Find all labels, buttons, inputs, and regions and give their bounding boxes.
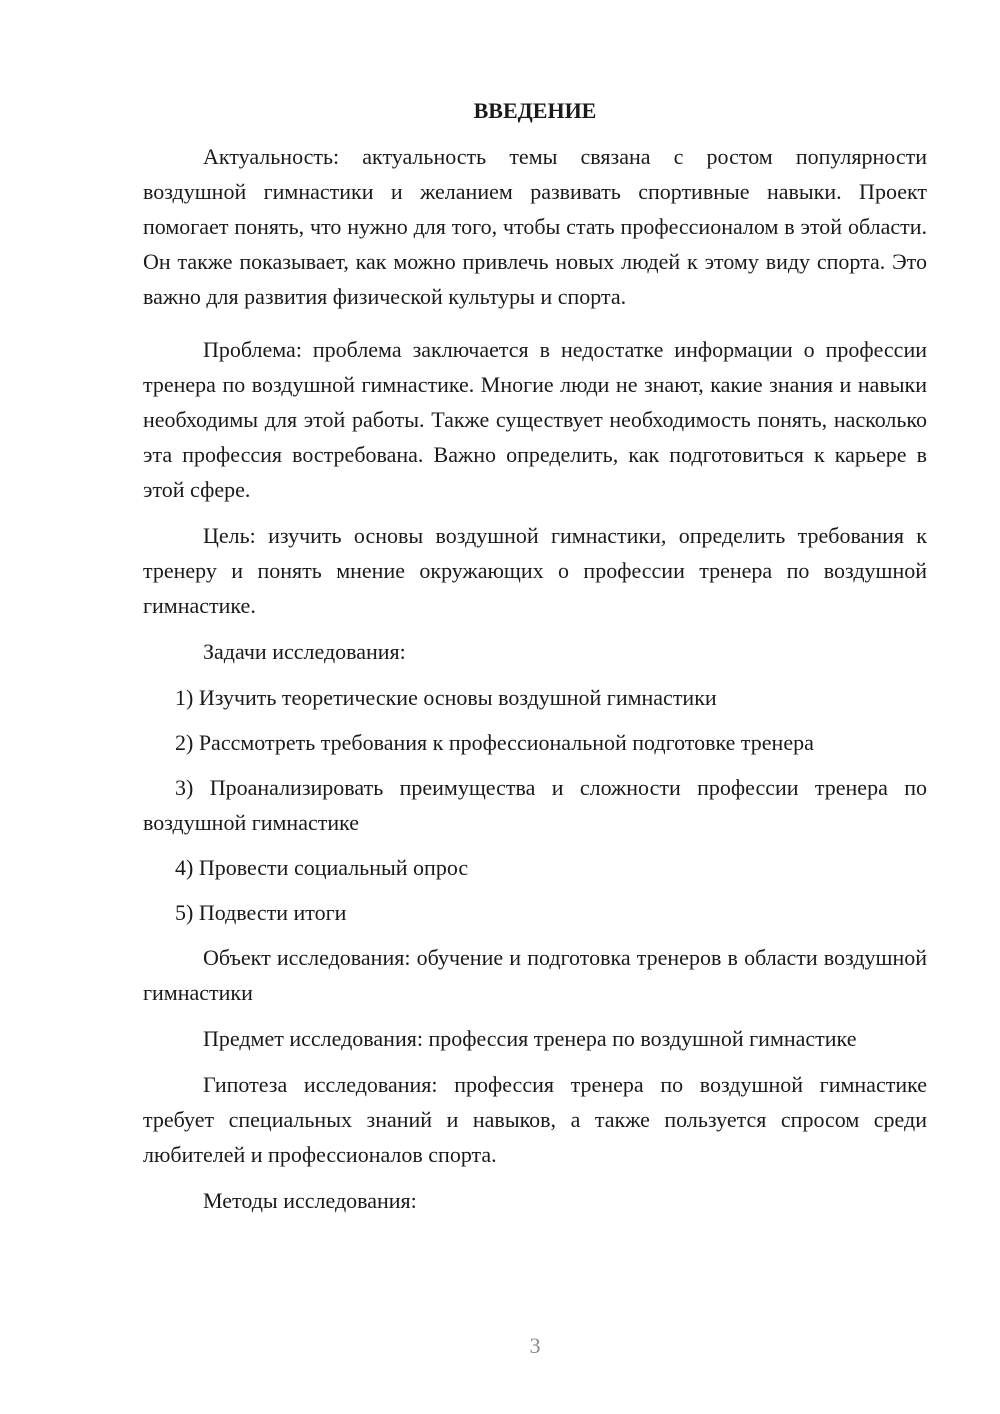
paragraph-relevance: Актуальность: актуальность темы связана с ростом популярности воздушной гимнастики и желанием развивать спортивные навыки. Проект помогает понять, что нужно для того, чтобы стать профессионалом в этой области. Он также показывает, как можно привлечь новых людей к этому виду спорта. Это важно для развития физической культуры и спорта. [143,144,927,309]
task-item-1: 1) Изучить теоретические основы воздушной гимнастики [175,685,717,710]
paragraph-hypothesis: Гипотеза исследования: профессия тренера по воздушной гимнастике требует специальных знаний и навыков, а также пользуется спросом среди любителей и профессионалов спорта. [143,1072,927,1167]
task-item-4: 4) Провести социальный опрос [175,855,469,880]
page-content [143,93,927,1229]
paragraph-tasks-heading: Задачи исследования: [203,639,406,664]
paragraph-subject: Предмет исследования: профессия тренера по воздушной гимнастике [203,1026,857,1051]
task-item-5: 5) Подвести итоги [175,900,347,925]
paragraph-problem: Проблема: проблема заключается в недостатке информации о профессии тренера по воздушной гимнастике. Многие люди не знают, какие знания и навыки необходимы для этой работы. Также существует необходимость понять, насколько эта профессия востребована. Важно определить, как подготовиться к карьере в этой сфере. [143,337,927,502]
paragraph-goal: Цель: изучить основы воздушной гимнастики, определить требования к тренеру и понять мнение окружающих о профессии тренера по воздушной гимнастике. [143,523,927,618]
paragraph-methods-heading: Методы исследования: [203,1188,417,1213]
task-item-2: 2) Рассмотреть требования к профессиональной подготовке тренера [175,730,814,755]
paragraph-object: Объект исследования: обучение и подготовка тренеров в области воздушной гимнастики [143,945,927,1005]
page-number: 3 [529,1333,541,1358]
task-item-3: 3) Проанализировать преимущества и сложности профессии тренера по воздушной гимнастике [143,775,927,835]
page-title: ВВЕДЕНИЕ [473,98,597,123]
